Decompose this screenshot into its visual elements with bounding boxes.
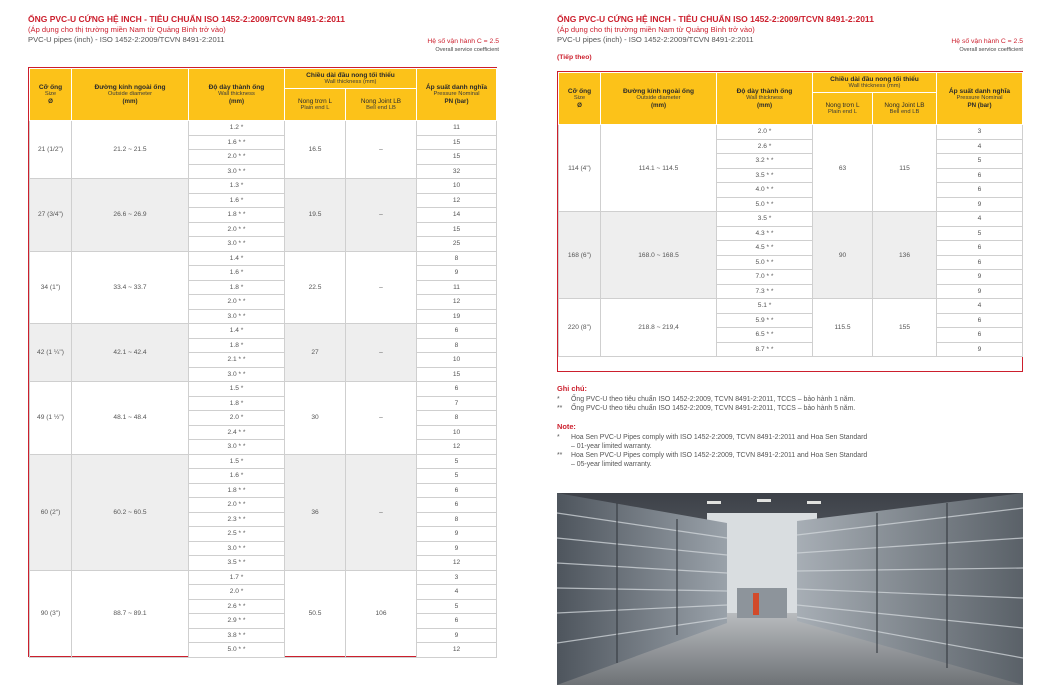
warehouse-photo <box>557 493 1023 685</box>
cell-wall-thickness: 7.0 * * <box>717 270 813 285</box>
cell-outside-diameter: 60.2 ~ 60.5 <box>72 454 189 570</box>
cell-pressure-nominal: 9 <box>937 270 1023 285</box>
cell-bell-end: – <box>346 251 417 324</box>
cell-wall-thickness: 2.0 * <box>717 125 813 140</box>
cell-outside-diameter: 33.4 ~ 33.7 <box>72 251 189 324</box>
cell-pressure-nominal: 6 <box>417 614 497 629</box>
header-text: (mm) <box>650 102 667 109</box>
cell-wall-thickness: 5.0 * * <box>717 197 813 212</box>
cell-pressure-nominal: 8 <box>417 512 497 527</box>
header-text: Pressure Nominal <box>433 91 480 97</box>
page-subtitle-vi: (Áp dụng cho thị trường miền Nam từ Quảng Bình trở vào) <box>557 25 755 34</box>
right-page <box>527 0 1054 693</box>
cell-plain-end: 27 <box>285 324 346 382</box>
header-text: Ø <box>577 102 582 109</box>
cell-pressure-nominal: 6 <box>937 328 1023 343</box>
col-socket-header <box>813 73 937 93</box>
col-socket-header <box>285 69 417 89</box>
cell-wall-thickness: 5.0 * * <box>189 643 285 658</box>
header-text: Wall thickness (mm) <box>848 82 901 89</box>
cell-wall-thickness: 3.0 * * <box>189 367 285 382</box>
cell-pressure-nominal: 9 <box>417 541 497 556</box>
cell-outside-diameter: 42.1 ~ 42.4 <box>72 324 189 382</box>
cell-wall-thickness: 4.5 * * <box>717 241 813 256</box>
table-row <box>559 299 1023 314</box>
cell-pressure-nominal: 5 <box>937 226 1023 241</box>
cell-wall-thickness: 2.4 * * <box>189 425 285 440</box>
header-text: Độ dày thành ống <box>208 84 265 91</box>
cell-wall-thickness: 5.1 * <box>717 299 813 314</box>
cell-wall-thickness: 1.8 * <box>189 396 285 411</box>
cell-size: 21 (1/2") <box>30 121 72 179</box>
cell-wall-thickness: 3.0 * * <box>189 440 285 455</box>
cell-pressure-nominal: 6 <box>417 324 497 339</box>
header-text: Đường kính ngoài ống <box>94 84 166 91</box>
note-line <box>557 433 1027 442</box>
notes-section <box>557 384 1027 469</box>
cell-pressure-nominal: 4 <box>937 299 1023 314</box>
header-text: Chiều dài đầu nong tối thiểu <box>830 75 919 83</box>
cell-pressure-nominal: 6 <box>937 183 1023 198</box>
note-line <box>557 395 1027 404</box>
cell-wall-thickness: 2.0 * <box>189 585 285 600</box>
note-line <box>557 451 1027 460</box>
cell-plain-end: 115.5 <box>813 299 873 357</box>
cell-bell-end: – <box>346 179 417 252</box>
cell-pressure-nominal: 9 <box>937 342 1023 357</box>
cell-pressure-nominal: 6 <box>937 313 1023 328</box>
cell-pressure-nominal: 15 <box>417 135 497 150</box>
size-group <box>559 125 1023 212</box>
note-marker: ** <box>557 452 563 459</box>
cell-pressure-nominal: 8 <box>417 338 497 353</box>
cell-outside-diameter: 88.7 ~ 89.1 <box>72 570 189 657</box>
cell-pressure-nominal: 3 <box>937 125 1023 140</box>
service-coefficient <box>427 38 499 54</box>
notes-heading-en: Note: <box>557 422 576 431</box>
cell-plain-end: 36 <box>285 454 346 570</box>
header-text: Wall thickness <box>218 91 255 97</box>
service-coefficient-vi: Hệ số vận hành C = 2.5 <box>951 38 1023 45</box>
col-wall-header <box>189 69 285 121</box>
cell-pressure-nominal: 15 <box>417 150 497 165</box>
header-text: Outside diameter <box>636 95 681 101</box>
cell-bell-end: 115 <box>873 125 937 212</box>
note-text: Hoa Sen PVC-U Pipes comply with ISO 1452-2:2009, TCVN 8491-2:2011 and Hoa Sen Standard <box>571 434 868 441</box>
cell-pressure-nominal: 11 <box>417 280 497 295</box>
cell-pressure-nominal: 25 <box>417 237 497 252</box>
cell-outside-diameter: 48.1 ~ 48.4 <box>72 382 189 455</box>
header-text: Đường kính ngoài ống <box>623 88 694 95</box>
note-text: Ống PVC-U theo tiêu chuẩn ISO 1452-2:2009, TCVN 8491-2:2011, TCCS – bảo hành 5 năm. <box>571 405 856 412</box>
cell-pressure-nominal: 4 <box>937 212 1023 227</box>
cell-size: 90 (3") <box>30 570 72 657</box>
cell-pressure-nominal: 9 <box>417 628 497 643</box>
header-text: Plain end L <box>300 104 330 111</box>
header-text: (mm) <box>228 98 245 105</box>
cell-pressure-nominal: 5 <box>417 454 497 469</box>
col-size-header <box>30 69 72 121</box>
table-row <box>30 121 497 136</box>
cell-outside-diameter: 21.2 ~ 21.5 <box>72 121 189 179</box>
cell-pressure-nominal: 6 <box>937 168 1023 183</box>
note-line <box>557 404 1027 413</box>
header-text: Áp suất danh nghĩa <box>425 84 488 91</box>
note-marker: * <box>557 396 560 403</box>
cell-plain-end: 30 <box>285 382 346 455</box>
cell-wall-thickness: 6.5 * * <box>717 328 813 343</box>
header-text: PN (bar) <box>967 102 992 109</box>
table-row <box>30 251 497 266</box>
service-coefficient-en: Overall service coefficient <box>959 47 1023 53</box>
cell-pressure-nominal: 12 <box>417 556 497 571</box>
cell-wall-thickness: 1.8 * * <box>189 483 285 498</box>
cell-wall-thickness: 1.2 * <box>189 121 285 136</box>
cell-wall-thickness: 1.4 * <box>189 324 285 339</box>
cell-size: 27 (3/4") <box>30 179 72 252</box>
cell-size: 114 (4") <box>559 125 601 212</box>
cell-pressure-nominal: 9 <box>417 266 497 281</box>
cell-wall-thickness: 2.0 * * <box>189 295 285 310</box>
table-row <box>559 212 1023 227</box>
cell-pressure-nominal: 15 <box>417 222 497 237</box>
cell-bell-end: – <box>346 324 417 382</box>
cell-pressure-nominal: 6 <box>937 241 1023 256</box>
page-subtitle-vi: (Áp dụng cho thị trường miền Nam từ Quảng Bình trở vào) <box>28 25 226 34</box>
service-coefficient-en: Overall service coefficient <box>435 47 499 53</box>
note-marker: ** <box>557 405 563 412</box>
note-text: – 05-year limited warranty. <box>571 461 652 468</box>
header-text: Size <box>44 91 57 97</box>
cell-pressure-nominal: 4 <box>417 585 497 600</box>
cell-pressure-nominal: 5 <box>937 154 1023 169</box>
cell-wall-thickness: 5.0 * * <box>717 255 813 270</box>
cell-wall-thickness: 2.6 * <box>717 139 813 154</box>
note-text: Hoa Sen PVC-U Pipes comply with ISO 1452-2:2009, TCVN 8491-2:2011 and Hoa Sen Standard <box>571 452 868 459</box>
cell-pressure-nominal: 19 <box>417 309 497 324</box>
cell-wall-thickness: 3.0 * * <box>189 237 285 252</box>
size-group <box>559 212 1023 299</box>
size-group <box>30 454 497 570</box>
page-title: ỐNG PVC-U CỨNG HỆ INCH - TIÊU CHUẨN ISO 1452-2:2009/TCVN 8491-2:2011 <box>557 14 874 24</box>
cell-pressure-nominal: 9 <box>937 284 1023 299</box>
header-text: Ø <box>48 98 53 105</box>
col-pn-header <box>417 69 497 121</box>
note-line <box>557 460 1027 469</box>
cell-outside-diameter: 168.0 ~ 168.5 <box>601 212 717 299</box>
cell-wall-thickness: 4.3 * * <box>717 226 813 241</box>
cell-pressure-nominal: 10 <box>417 179 497 194</box>
cell-wall-thickness: 4.0 * * <box>717 183 813 198</box>
cell-wall-thickness: 2.3 * * <box>189 512 285 527</box>
table-row <box>30 454 497 469</box>
cell-pressure-nominal: 10 <box>417 353 497 368</box>
size-group <box>30 179 497 252</box>
cell-bell-end: – <box>346 454 417 570</box>
size-group <box>30 570 497 657</box>
note-text: Ống PVC-U theo tiêu chuẩn ISO 1452-2:2009, TCVN 8491-2:2011, TCCS – bảo hành 1 năm. <box>571 396 856 403</box>
header-text: Plain end L <box>827 108 857 115</box>
cell-size: 49 (1 ½") <box>30 382 72 455</box>
continued-label: (Tiếp theo) <box>557 54 592 61</box>
cell-wall-thickness: 3.0 * * <box>189 541 285 556</box>
table-row <box>559 125 1023 140</box>
note-text: – 01-year limited warranty. <box>571 443 652 450</box>
cell-wall-thickness: 2.0 * * <box>189 498 285 513</box>
cell-wall-thickness: 1.8 * * <box>189 208 285 223</box>
header-text: Bell end LB <box>366 104 396 111</box>
cell-plain-end: 50.5 <box>285 570 346 657</box>
header-text: Pressure Nominal <box>956 95 1003 101</box>
note-marker: * <box>557 434 560 441</box>
cell-pressure-nominal: 5 <box>417 599 497 614</box>
cell-plain-end: 63 <box>813 125 873 212</box>
cell-wall-thickness: 2.1 * * <box>189 353 285 368</box>
header-text: PN (bar) <box>444 98 469 105</box>
cell-pressure-nominal: 12 <box>417 193 497 208</box>
cell-bell-end: – <box>346 121 417 179</box>
cell-wall-thickness: 2.0 * * <box>189 222 285 237</box>
cell-wall-thickness: 7.3 * * <box>717 284 813 299</box>
cell-bell-end: – <box>346 382 417 455</box>
col-plain-header <box>285 89 346 121</box>
page-subtitle-en: PVC-U pipes (inch) - ISO 1452-2:2009/TCVN 8491-2:2011 <box>557 35 754 44</box>
cell-pressure-nominal: 6 <box>417 483 497 498</box>
cell-pressure-nominal: 14 <box>417 208 497 223</box>
service-coefficient <box>951 38 1023 54</box>
cell-pressure-nominal: 7 <box>417 396 497 411</box>
col-plain-header <box>813 93 873 125</box>
table-row <box>30 570 497 585</box>
cell-wall-thickness: 2.0 * * <box>189 150 285 165</box>
cell-wall-thickness: 3.0 * * <box>189 309 285 324</box>
cell-wall-thickness: 3.8 * * <box>189 628 285 643</box>
cell-wall-thickness: 3.0 * * <box>189 164 285 179</box>
cell-pressure-nominal: 6 <box>937 255 1023 270</box>
header-text: Nong trơn L <box>825 101 860 109</box>
service-coefficient-vi: Hệ số vận hành C = 2.5 <box>427 38 499 45</box>
cell-pressure-nominal: 9 <box>417 527 497 542</box>
header-text: Bell end LB <box>889 108 920 115</box>
size-group <box>30 382 497 455</box>
header-text: Chiều dài đầu nong tối thiểu <box>306 71 395 79</box>
cell-outside-diameter: 26.6 ~ 26.9 <box>72 179 189 252</box>
cell-wall-thickness: 2.5 * * <box>189 527 285 542</box>
size-group <box>559 299 1023 357</box>
col-od-header <box>601 73 717 125</box>
header-text: Nong trơn L <box>297 97 333 105</box>
cell-pressure-nominal: 11 <box>417 121 497 136</box>
col-pn-header <box>937 73 1023 125</box>
note-line <box>557 442 1027 451</box>
cell-wall-thickness: 5.9 * * <box>717 313 813 328</box>
cell-bell-end: 106 <box>346 570 417 657</box>
size-group <box>30 121 497 179</box>
header-text: (mm) <box>122 98 138 105</box>
cell-pressure-nominal: 12 <box>417 440 497 455</box>
cell-size: 42 (1 ¼") <box>30 324 72 382</box>
table-row <box>30 324 497 339</box>
cell-pressure-nominal: 32 <box>417 164 497 179</box>
page-subtitle-en: PVC-U pipes (inch) - ISO 1452-2:2009/TCVN 8491-2:2011 <box>28 35 225 44</box>
cell-wall-thickness: 1.6 * <box>189 266 285 281</box>
cell-pressure-nominal: 3 <box>417 570 497 585</box>
cell-pressure-nominal: 6 <box>417 498 497 513</box>
cell-pressure-nominal: 6 <box>417 382 497 397</box>
cell-wall-thickness: 1.8 * <box>189 280 285 295</box>
cell-pressure-nominal: 9 <box>937 197 1023 212</box>
table-row <box>30 179 497 194</box>
header-text: Wall thickness (mm) <box>324 78 377 85</box>
cell-plain-end: 90 <box>813 212 873 299</box>
header-text: Cỡ ống <box>38 84 63 91</box>
warehouse-photo-svg <box>557 493 1023 685</box>
cell-bell-end: 155 <box>873 299 937 357</box>
col-bell-header <box>873 93 937 125</box>
page-title: ỐNG PVC-U CỨNG HỆ INCH - TIÊU CHUẨN ISO 1452-2:2009/TCVN 8491-2:2011 <box>28 14 345 24</box>
header-text: Wall thickness <box>746 95 783 101</box>
header-text: Outside diameter <box>107 91 153 97</box>
col-bell-header <box>346 89 417 121</box>
cell-plain-end: 16.5 <box>285 121 346 179</box>
cell-pressure-nominal: 15 <box>417 367 497 382</box>
header-text: Áp suất danh nghĩa <box>948 88 1011 95</box>
cell-size: 168 (6") <box>559 212 601 299</box>
cell-wall-thickness: 2.6 * * <box>189 599 285 614</box>
cell-wall-thickness: 2.0 * <box>189 411 285 426</box>
spec-table-left <box>29 68 497 658</box>
col-od-header <box>72 69 189 121</box>
cell-wall-thickness: 1.8 * <box>189 338 285 353</box>
spec-table-right <box>558 72 1023 357</box>
cell-pressure-nominal: 8 <box>417 411 497 426</box>
cell-wall-thickness: 1.5 * <box>189 382 285 397</box>
table-row <box>30 382 497 397</box>
cell-wall-thickness: 8.7 * * <box>717 342 813 357</box>
cell-size: 60 (2") <box>30 454 72 570</box>
header-text: (mm) <box>756 102 773 109</box>
cell-wall-thickness: 3.5 * * <box>717 168 813 183</box>
cell-wall-thickness: 1.6 * <box>189 193 285 208</box>
cell-wall-thickness: 1.7 * <box>189 570 285 585</box>
notes-heading-vi: Ghi chú: <box>557 384 587 393</box>
cell-size: 34 (1") <box>30 251 72 324</box>
col-wall-header <box>717 73 813 125</box>
cell-pressure-nominal: 10 <box>417 425 497 440</box>
header-text: Size <box>573 95 586 101</box>
cell-wall-thickness: 3.5 * * <box>189 556 285 571</box>
cell-wall-thickness: 3.5 * <box>717 212 813 227</box>
cell-plain-end: 19.5 <box>285 179 346 252</box>
cell-pressure-nominal: 8 <box>417 251 497 266</box>
cell-outside-diameter: 218.8 ~ 219,4 <box>601 299 717 357</box>
cell-wall-thickness: 1.6 * <box>189 469 285 484</box>
header-text: Độ dày thành ống <box>736 88 793 95</box>
cell-wall-thickness: 1.3 * <box>189 179 285 194</box>
col-size-header <box>559 73 601 125</box>
cell-wall-thickness: 3.2 * * <box>717 154 813 169</box>
cell-pressure-nominal: 4 <box>937 139 1023 154</box>
cell-outside-diameter: 114.1 ~ 114.5 <box>601 125 717 212</box>
size-group <box>30 324 497 382</box>
header-text: Nong Joint LB <box>884 101 925 109</box>
cell-wall-thickness: 2.9 * * <box>189 614 285 629</box>
cell-pressure-nominal: 12 <box>417 295 497 310</box>
cell-pressure-nominal: 12 <box>417 643 497 658</box>
cell-size: 220 (8") <box>559 299 601 357</box>
cell-bell-end: 136 <box>873 212 937 299</box>
size-group <box>30 251 497 324</box>
cell-wall-thickness: 1.4 * <box>189 251 285 266</box>
header-text: Cỡ ống <box>567 88 592 95</box>
cell-plain-end: 22.5 <box>285 251 346 324</box>
cell-pressure-nominal: 5 <box>417 469 497 484</box>
cell-wall-thickness: 1.6 * * <box>189 135 285 150</box>
header-text: Nong Joint LB <box>360 97 402 105</box>
cell-wall-thickness: 1.5 * <box>189 454 285 469</box>
